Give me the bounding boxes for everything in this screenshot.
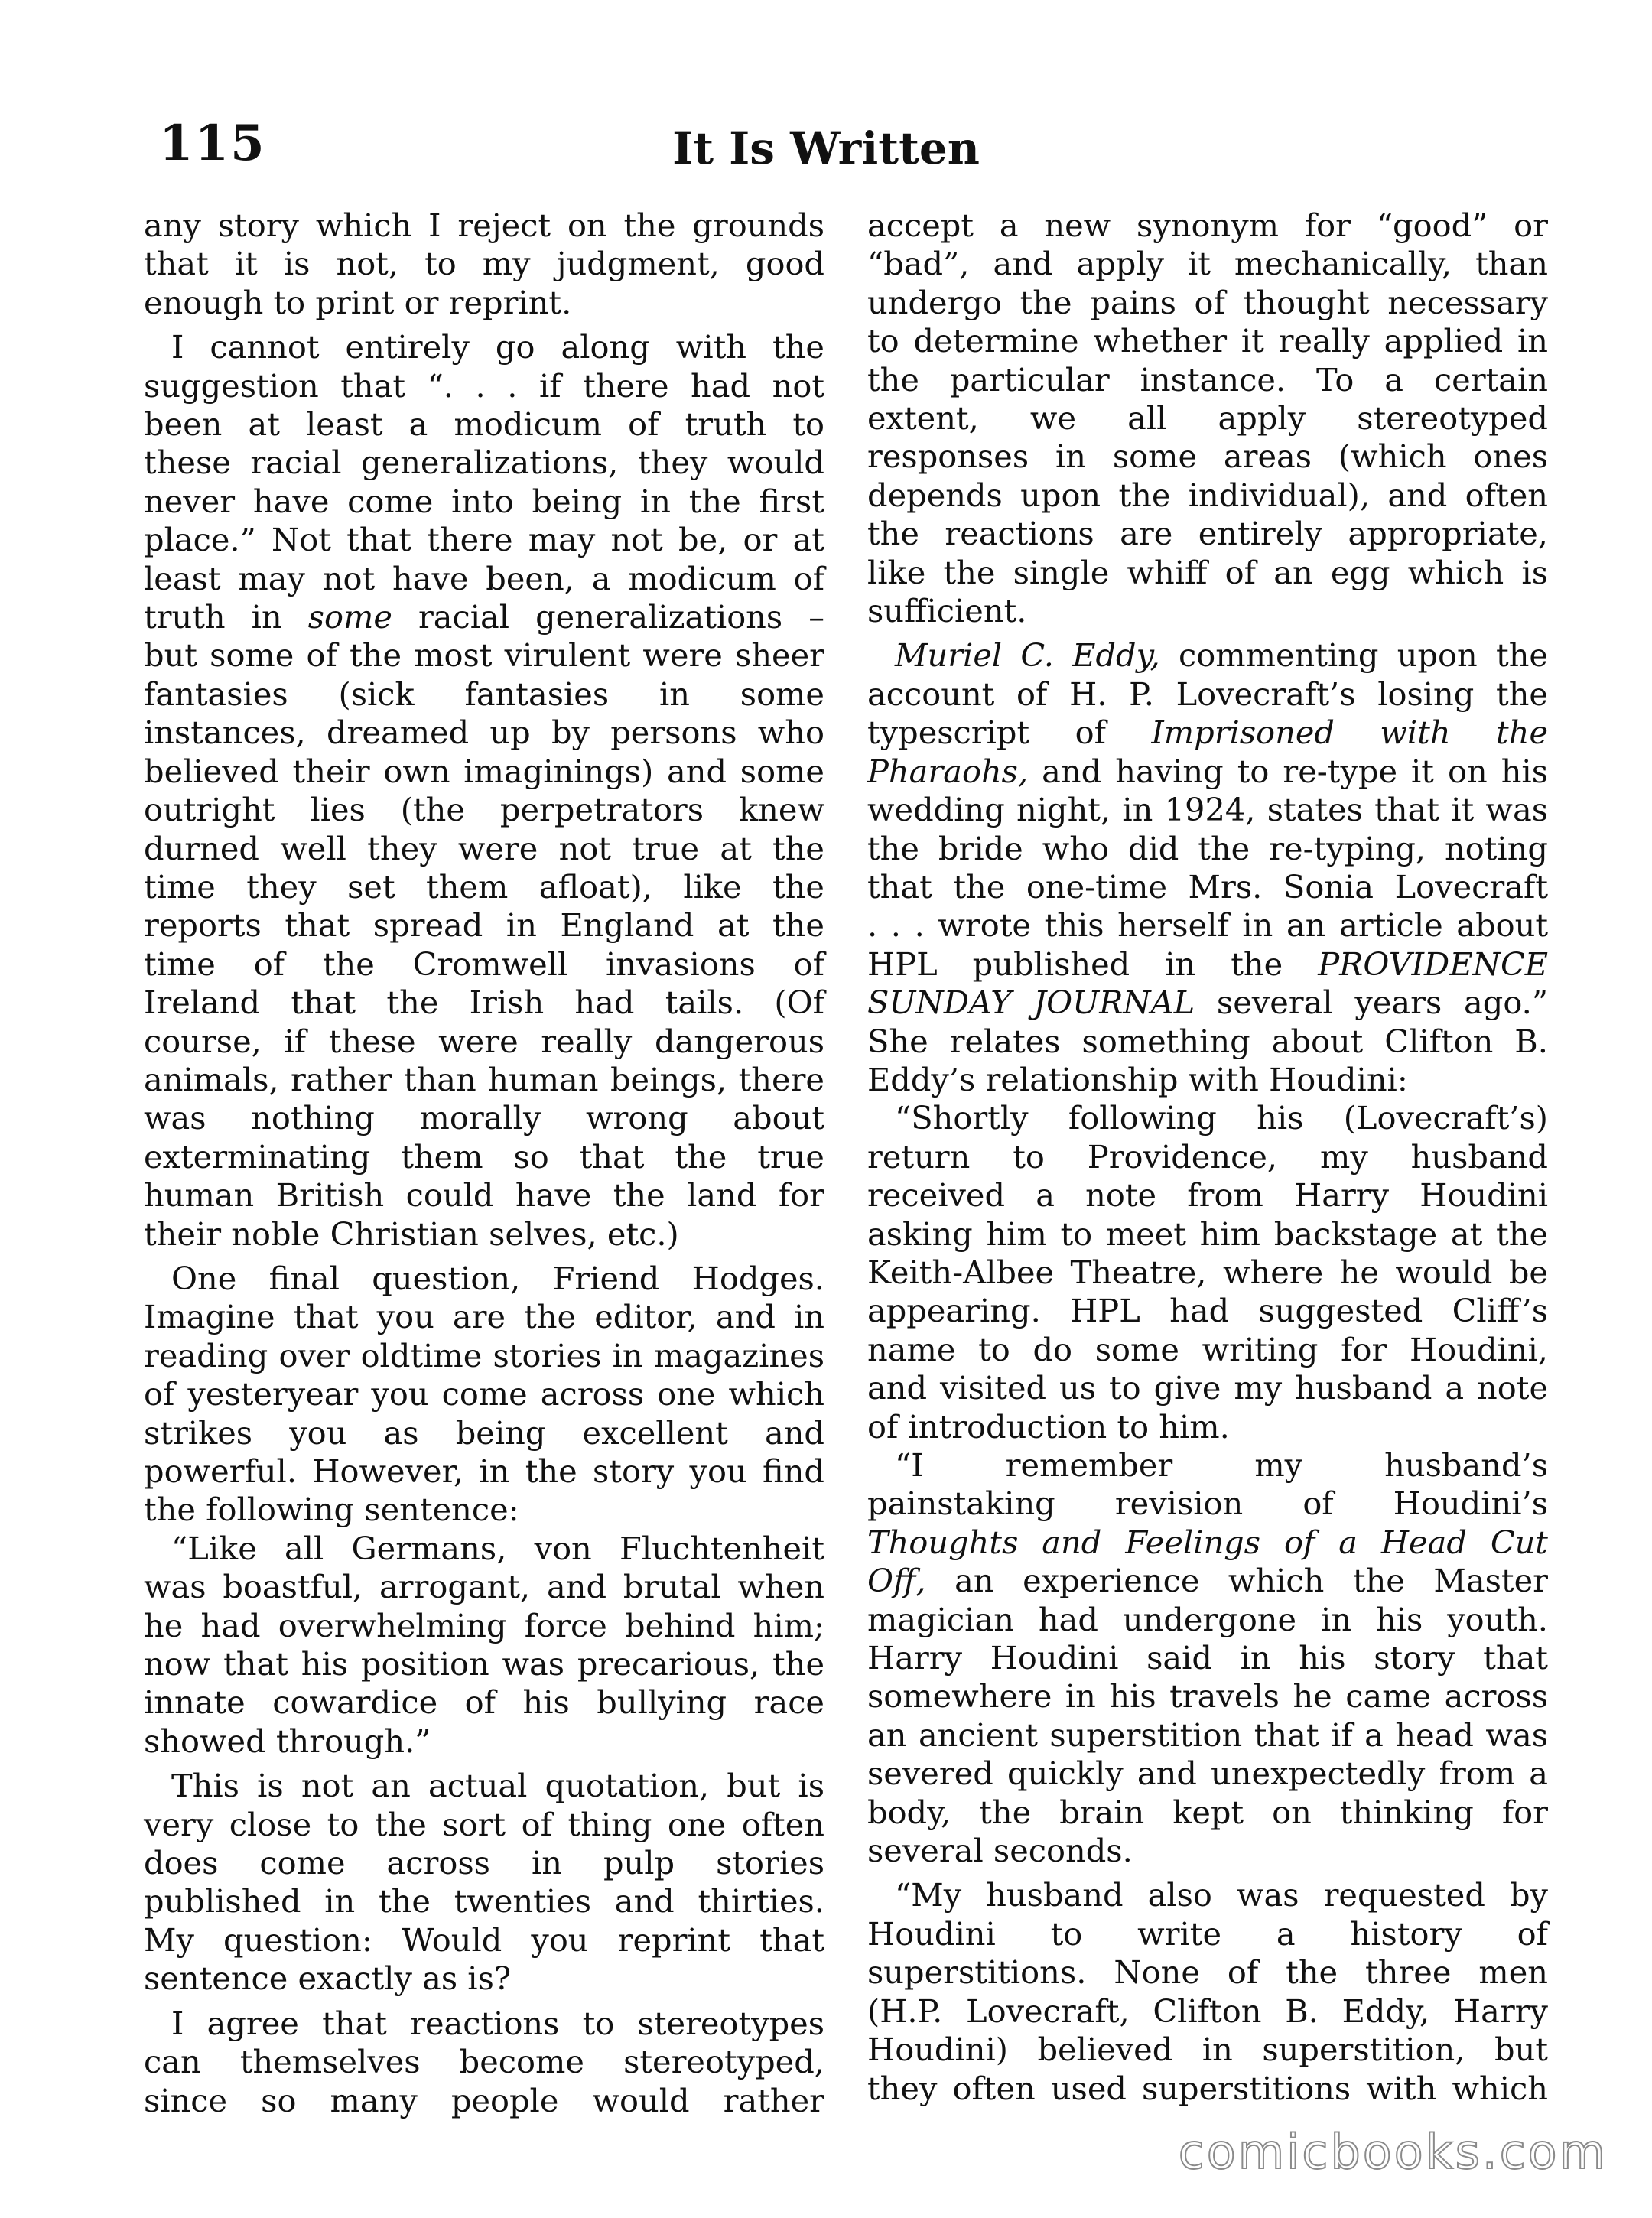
text-line: magician had undergone in his youth. <box>867 1600 1548 1638</box>
paragraph <box>144 2005 824 2120</box>
text-segment: HPL published in the <box>867 945 1319 983</box>
text-line: I cannot entirely go along with the <box>171 328 824 366</box>
text-line: depends upon the individual), and often <box>867 476 1548 514</box>
text-line: was boastful, arrogant, and brutal when <box>144 1568 824 1606</box>
text-line <box>867 945 1548 984</box>
emphasis: Off, <box>867 1562 926 1600</box>
text-line: Houdini) believed in superstition, but <box>867 2031 1548 2069</box>
paragraph <box>867 636 1548 906</box>
text-line: reading over oldtime stories in magazines <box>144 1336 824 1374</box>
text-line: painstaking revision of Houdini’s <box>867 1485 1548 1523</box>
text-line: This is not an actual quotation, but is <box>171 1767 824 1805</box>
emphasis: Imprisoned with the <box>1151 714 1549 752</box>
text-line: severed quickly and unexpectedly from a <box>867 1755 1548 1793</box>
text-line: their noble Christian selves, etc.) <box>144 1215 679 1253</box>
text-line: undergo the pains of thought necessary <box>867 283 1548 321</box>
emphasis: some <box>307 598 392 636</box>
text-line: sentence exactly as is? <box>144 1959 512 1998</box>
paragraph <box>144 207 824 322</box>
text-line: “Like all Germans, von Fluchtenheit <box>171 1529 824 1567</box>
text-line: was nothing morally wrong about <box>144 1099 824 1137</box>
text-line: powerful. However, in the story you find <box>144 1452 824 1490</box>
paragraph <box>867 1099 1548 1446</box>
text-line: the bride who did the re-typing, noting <box>867 829 1548 867</box>
text-line: “My husband also was requested by <box>895 1876 1548 1914</box>
text-line: sufficient. <box>867 592 1027 630</box>
text-line: superstitions. None of the three men <box>867 1953 1548 1992</box>
text-line: reports that spread in England at the <box>144 906 824 945</box>
text-line <box>867 714 1548 752</box>
text-line: exterminating them so that the true <box>144 1137 824 1176</box>
text-line: an ancient superstition that if a head was <box>867 1716 1548 1754</box>
text-line: asking him to meet him backstage at the <box>867 1215 1548 1253</box>
text-line <box>867 1524 1548 1562</box>
text-line: animals, rather than human beings, there <box>144 1060 824 1098</box>
text-line: innate cowardice of his bullying race <box>144 1683 824 1722</box>
text-line: fantasies (sick fantasies in some <box>144 675 824 713</box>
text-line: very close to the sort of thing one often <box>144 1805 824 1843</box>
text-line: least may not have been, a modicum of <box>144 559 824 597</box>
text-line: appearing. HPL had suggested Cliff’s <box>867 1292 1548 1330</box>
text-line: accept a new synonym for “good” or <box>867 207 1548 244</box>
text-line: account of H. P. Lovecraft’s losing the <box>867 675 1548 713</box>
text-line: since so many people would rather <box>144 2081 824 2119</box>
text-line: time of the Cromwell invasions of <box>144 945 824 983</box>
text-line: My question: Would you reprint that <box>144 1920 824 1959</box>
text-segment: typescript of <box>867 714 1152 752</box>
text-line: of introduction to him. <box>867 1407 1230 1446</box>
text-line: human British could have the land for <box>144 1176 824 1215</box>
watermark-logo: comicbooks.com <box>1178 2124 1608 2180</box>
paragraph <box>144 1767 824 1998</box>
text-line: Keith-Albee Theatre, where he would be <box>867 1253 1548 1291</box>
text-line: Imagine that you are the editor, and in <box>144 1298 824 1336</box>
text-segment: commenting upon the <box>1159 636 1548 675</box>
left-column <box>144 207 824 2120</box>
text-line: I agree that reactions to stereotypes <box>171 2004 824 2042</box>
emphasis: SUNDAY JOURNAL <box>867 984 1195 1022</box>
text-line: Eddy’s relationship with Houdini: <box>867 1060 1408 1098</box>
paragraph <box>867 207 1548 630</box>
text-line: to determine whether it really applied in <box>867 322 1548 360</box>
text-segment: an experience which the Master <box>925 1562 1548 1600</box>
text-line: been at least a modicum of truth to <box>144 405 824 444</box>
text-line: somewhere in his travels he came across <box>867 1677 1548 1716</box>
text-line <box>867 636 1548 675</box>
text-line: durned well they were not true at the <box>144 829 824 867</box>
right-column <box>867 207 1548 2108</box>
text-line: the following sentence: <box>144 1491 519 1529</box>
text-line: never have come into being in the first <box>144 482 824 520</box>
paragraph <box>144 1260 824 1530</box>
text-line: can themselves become stereotyped, <box>144 2043 824 2081</box>
text-line: “I remember my husband’s <box>895 1446 1548 1484</box>
emphasis: PROVIDENCE <box>1318 945 1548 983</box>
text-line <box>867 753 1548 791</box>
text-line: name to do some writing for Houdini, <box>867 1330 1548 1368</box>
paragraph <box>144 328 824 1254</box>
text-line: outright lies (the perpetrators knew <box>144 791 824 829</box>
text-line: “Shortly following his (Lovecraft’s) <box>895 1099 1548 1137</box>
text-line: does come across in pulp stories <box>144 1844 824 1882</box>
text-segment: several years ago.” <box>1195 984 1548 1022</box>
text-line: but some of the most virulent were sheer <box>144 636 824 675</box>
text-line: body, the brain kept on thinking for <box>867 1793 1548 1831</box>
text-line: . . . wrote this herself in an article about <box>867 906 1548 945</box>
emphasis: Thoughts and Feelings of a Head Cut <box>867 1523 1548 1561</box>
text-line: enough to print or reprint. <box>144 283 572 321</box>
text-segment: racial generalizations – <box>392 598 824 636</box>
emphasis: Pharaohs, <box>867 752 1029 790</box>
text-line: She relates something about Clifton B. <box>867 1022 1548 1060</box>
text-line: place.” Not that there may not be, or at <box>144 521 824 559</box>
text-line: Harry Houdini said in his story that <box>867 1639 1548 1677</box>
text-line: they often used superstitions with which <box>867 2069 1548 2107</box>
text-line: One final question, Friend Hodges. <box>171 1259 824 1297</box>
paragraph <box>867 1446 1548 1870</box>
text-line: course, if these were really dangerous <box>144 1022 824 1060</box>
text-line: strikes you as being excellent and <box>144 1413 824 1452</box>
page-number: 115 <box>159 115 266 172</box>
text-segment: truth in <box>144 598 308 636</box>
text-line: return to Providence, my husband <box>867 1137 1548 1176</box>
text-line <box>867 1562 1548 1600</box>
text-line: now that his position was precarious, the <box>144 1645 824 1683</box>
text-line: responses in some areas (which ones <box>867 437 1548 476</box>
text-line: “bad”, and apply it mechanically, than <box>867 245 1548 283</box>
text-line <box>144 598 824 636</box>
text-line: believed their own imaginings) and some <box>144 752 824 790</box>
text-segment: and having to re-type it on his <box>1028 752 1548 790</box>
text-line: extent, we all apply stereotyped <box>867 399 1548 437</box>
text-line: he had overwhelming force behind him; <box>144 1606 824 1644</box>
emphasis: Muriel C. Eddy, <box>895 636 1160 675</box>
text-line: several seconds. <box>867 1832 1133 1870</box>
text-line: that it is not, to my judgment, good <box>144 245 824 283</box>
text-line: showed through.” <box>144 1722 431 1760</box>
paragraph <box>144 1530 824 1761</box>
paragraph <box>867 906 1548 1099</box>
text-line: any story which I reject on the grounds <box>144 207 824 244</box>
text-line: these racial generalizations, they would <box>144 444 824 482</box>
text-line: of yesteryear you come across one which <box>144 1375 824 1413</box>
text-line <box>867 984 1548 1022</box>
text-line: suggestion that “. . . if there had not <box>144 366 824 405</box>
text-line: the reactions are entirely appropriate, <box>867 515 1548 553</box>
text-line: (H.P. Lovecraft, Clifton B. Eddy, Harry <box>867 1992 1548 2030</box>
text-line: that the one-time Mrs. Sonia Lovecraft <box>867 867 1548 906</box>
text-line: the particular instance. To a certain <box>867 360 1548 398</box>
text-line: received a note from Harry Houdini <box>867 1176 1548 1215</box>
paragraph <box>867 1876 1548 2107</box>
text-line: instances, dreamed up by persons who <box>144 714 824 752</box>
text-line: like the single whiff of an egg which is <box>867 553 1548 591</box>
text-line: published in the twenties and thirties. <box>144 1882 824 1920</box>
running-title: It Is Written <box>672 122 980 174</box>
text-line: time they set them afloat), like the <box>144 867 824 906</box>
text-line: and visited us to give my husband a note <box>867 1369 1548 1407</box>
text-line: Houdini to write a history of <box>867 1914 1548 1953</box>
text-line: wedding night, in 1924, states that it was <box>867 791 1548 829</box>
text-line: Ireland that the Irish had tails. (Of <box>144 984 824 1022</box>
